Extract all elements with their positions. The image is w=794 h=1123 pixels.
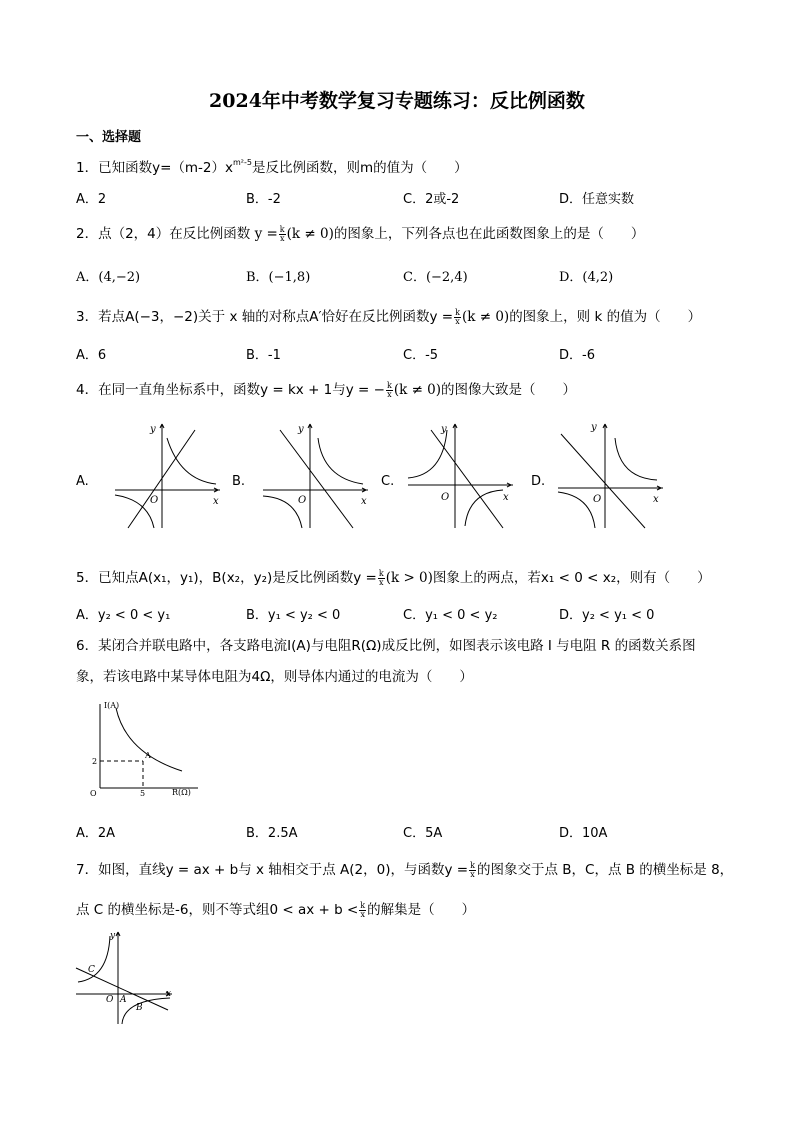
q6-text-line1: 6．某闭合并联电路中，各支路电流I(A)与电阻R(Ω)成反比例，如图表示该电路 I 与电阻 R 的函数关系图 (76, 638, 696, 654)
q5-text-post: 图象上的两点，若x₁ < 0 < x₂，则有（ ） (432, 570, 711, 586)
q2-text-post: 的图象上，下列各点也在此函数图象上的是（ ） (333, 226, 645, 242)
y-tick-label: 2 (92, 757, 98, 766)
section-heading: 一、选择题 (76, 130, 142, 145)
q7-text-line2 (76, 898, 475, 919)
hyperbola-branch (408, 430, 447, 478)
question-2 (76, 222, 644, 243)
q7-line2-post: 的解集是（ ） (367, 902, 476, 918)
q2-fraction (279, 226, 286, 243)
q7-line2-fraction (359, 902, 366, 919)
q4-fraction (386, 382, 393, 399)
q4-text-post: 的图像大致是（ ） (441, 382, 577, 398)
q7-line1-post: 的图象交于点 B，C，点 B 的横坐标是 8， (476, 862, 734, 878)
hyperbola-branch (115, 495, 154, 528)
q6-text-line2: 象，若该电路中某导体电阻为4Ω，则导体内通过的电流为（ ） (76, 669, 473, 685)
q1-text-pre: 1．已知函数y=（m-2）x (76, 160, 233, 176)
y-axis-label: y (591, 422, 597, 433)
origin-label: O (90, 789, 97, 798)
q4-cond: (k ≠ 0) (393, 382, 442, 398)
point-a-label: A (120, 995, 127, 1005)
q1-text-post: 是反比例函数，则m的值为（ ） (251, 160, 468, 176)
q7-line2-frac-den: x (360, 909, 365, 919)
q1-option-d[interactable]: D．任意实数 (559, 192, 635, 207)
q4-graph-b (258, 420, 373, 530)
q7-text-line1 (76, 858, 733, 879)
point-c-label: C (88, 965, 95, 975)
hyperbola-branch (263, 496, 302, 528)
x-axis-label: x (213, 496, 219, 507)
q3-fraction (454, 309, 461, 326)
x-axis-label: x (361, 496, 367, 507)
q5-text-pre: 5．已知点A(x₁，y₁)，B(x₂，y₂)是反比例函数y = (76, 570, 377, 586)
q3-option-a[interactable]: A．6 (76, 348, 107, 363)
y-axis-label: y (150, 424, 156, 435)
origin-label: O (150, 495, 159, 506)
q6-option-d[interactable]: D．10A (559, 826, 608, 841)
q7-line1-frac-num: k (470, 860, 475, 870)
hyperbola-branch (558, 492, 595, 528)
hyperbola-curve (116, 708, 182, 771)
q5-option-c[interactable]: C．y₁ < 0 < y₂ (403, 608, 498, 623)
q3-option-c[interactable]: C．-5 (403, 348, 439, 363)
q3-text-post: 的图象上，则 k 的值为（ ） (509, 309, 702, 325)
q3-option-b[interactable]: B．-1 (246, 348, 281, 363)
q3-option-d[interactable]: D．-6 (559, 348, 595, 363)
y-axis-label: y (110, 931, 116, 941)
question-4 (76, 378, 576, 399)
question-5 (76, 566, 711, 587)
q1-option-b[interactable]: B．-2 (246, 192, 281, 207)
q5-frac-num: k (378, 568, 384, 578)
y-axis-label: y (441, 424, 447, 435)
q7-graph (72, 928, 182, 1028)
origin-label: O (593, 494, 602, 505)
x-tick-label: 5 (140, 789, 146, 798)
q5-option-d[interactable]: D．y₂ < y₁ < 0 (559, 608, 655, 623)
origin-label: O (106, 995, 114, 1005)
q4-graph-d (553, 420, 668, 530)
q2-option-a[interactable]: A．(4,−2) (76, 270, 141, 285)
q4-option-a-label[interactable]: A. (76, 474, 89, 489)
q2-frac-num: k (279, 224, 285, 234)
straight-line (431, 430, 503, 528)
q4-option-d-label[interactable]: D. (531, 474, 546, 489)
q6-option-c[interactable]: C．5A (403, 826, 443, 841)
q4-graph-a (110, 420, 225, 530)
q7-line2-pre: 点 C 的横坐标是-6，则不等式组0 < ax + b < (76, 902, 359, 918)
question-1 (76, 156, 468, 176)
x-axis-label: x (653, 494, 659, 505)
q5-option-a[interactable]: A．y₂ < 0 < y₁ (76, 608, 171, 623)
q7-line2-frac-num: k (360, 900, 366, 910)
q4-frac-den: x (387, 389, 392, 399)
q7-line1-pre: 7．如图，直线y = ax + b与 x 轴相交于点 A(2，0)，与函数y = (76, 862, 469, 878)
q3-frac-den: x (455, 316, 460, 326)
q2-option-c[interactable]: C．(−2,4) (403, 270, 468, 285)
q4-frac-num: k (386, 380, 392, 390)
q5-cond: (k > 0) (385, 570, 433, 586)
hyperbola-branch (122, 998, 170, 1024)
x-axis-label: x (503, 492, 509, 503)
hyperbola-branch (78, 936, 110, 982)
q5-option-b[interactable]: B．y₁ < y₂ < 0 (246, 608, 341, 623)
q6-graph (86, 698, 206, 798)
q1-exponent: m²-5 (233, 158, 252, 167)
q7-line1-frac-den: x (470, 869, 475, 879)
q1-option-c[interactable]: C．2或-2 (403, 192, 460, 207)
q2-option-d[interactable]: D．(4,2) (559, 270, 614, 285)
x-axis-label: R(Ω) (172, 788, 191, 797)
straight-line (561, 434, 645, 528)
point-b-label: B (136, 1003, 143, 1013)
straight-line (280, 430, 353, 528)
q2-cond: (k ≠ 0) (286, 226, 334, 242)
point-a-label: A (145, 751, 151, 760)
q2-option-b[interactable]: B．(−1,8) (246, 270, 311, 285)
q3-frac-num: k (455, 307, 460, 317)
q3-text-pre: 3．若点A(−3，−2)关于 x 轴的对称点A′恰好在反比例函数y = (76, 309, 454, 325)
q2-func: y = (254, 226, 278, 242)
hyperbola-branch (615, 438, 657, 480)
page-title: 2024年中考数学复习专题练习：反比例函数 (209, 90, 585, 112)
q1-option-a[interactable]: A．2 (76, 192, 107, 207)
q4-graph-c (403, 420, 518, 530)
q6-option-a[interactable]: A．2A (76, 826, 116, 841)
q5-fraction (378, 570, 385, 587)
q3-cond: (k ≠ 0) (461, 309, 510, 325)
q2-frac-den: x (279, 233, 285, 243)
q4-option-c-label[interactable]: C. (381, 474, 395, 489)
q5-frac-den: x (379, 577, 384, 587)
x-axis-label: x (166, 989, 172, 999)
q7-line1-fraction (469, 862, 476, 879)
question-3 (76, 305, 701, 326)
q2-text-pre: 2．点（2，4）在反比例函数 (76, 226, 255, 242)
y-axis-label: I(A) (104, 701, 120, 710)
hyperbola-branch (318, 438, 363, 484)
q6-option-b[interactable]: B．2.5A (246, 826, 298, 841)
origin-label: O (441, 492, 450, 503)
q4-text-pre: 4．在同一直角坐标系中，函数y = kx + 1与y = − (76, 382, 385, 398)
q4-option-b-label[interactable]: B. (232, 474, 246, 489)
y-axis-label: y (298, 424, 304, 435)
origin-label: O (298, 495, 307, 506)
